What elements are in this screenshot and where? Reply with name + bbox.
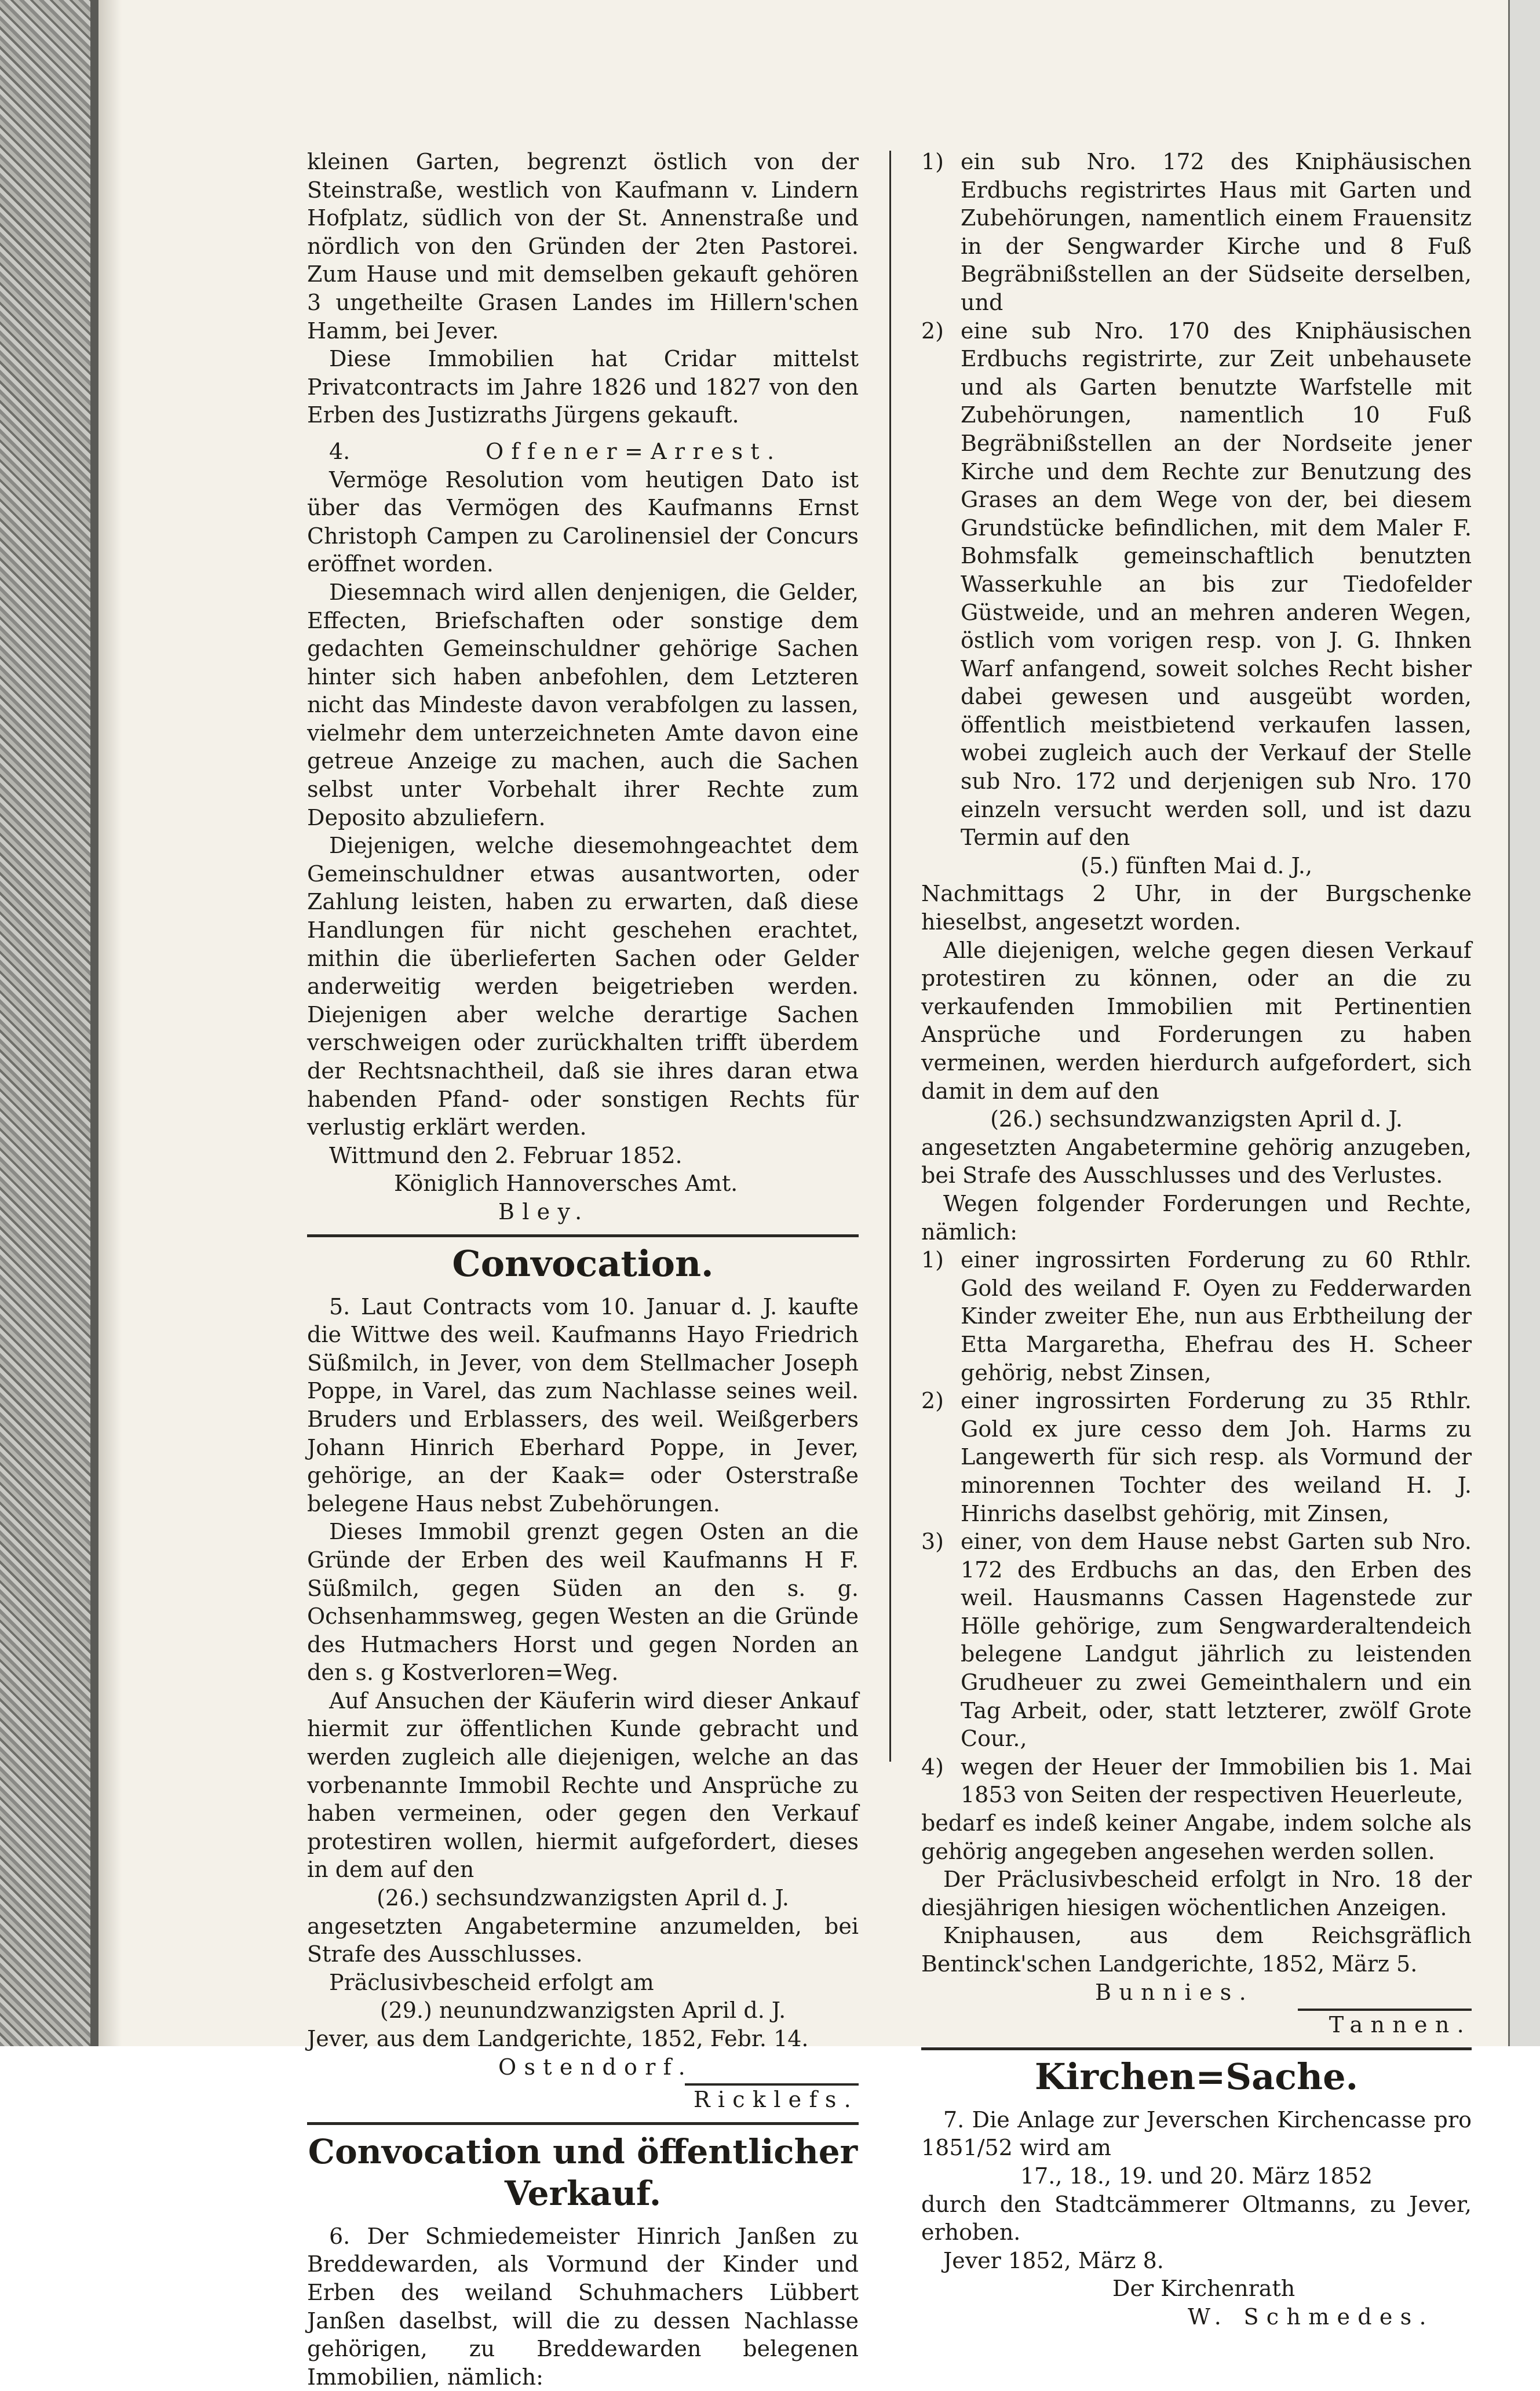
- claim-term-date: (26.) sechsundzwanzigsten April d. J.: [990, 1106, 1403, 1132]
- notice-5-paragraph-2: Dieses Immobil grenzt gegen Osten an die Gründe der Erben des weil Kaufmanns H F. Süßmilch, gegen Süden an den s. g. Ochsenhammsweg, gegen Westen an die Gründe des Hutmachers Horst und gegen Norden an den s. g Kostverloren=Weg.: [307, 1519, 859, 1686]
- claim-term-note: angesetzten Angabetermine gehörig anzugeben, bei Strafe des Ausschlusses und des Verlustes.: [921, 1134, 1472, 1189]
- church-matter-heading: Kirchen=Sache.: [1034, 2055, 1359, 2098]
- section-rule: [307, 1234, 859, 1237]
- item-text: ein sub Nro. 172 des Kniphäusischen Erdbuchs registrirtes Haus mit Garten und Zubehörungen, namentlich einem Frauensitz in der Sengwarder Kirche und 8 Fuß Begräbnißstellen an der Südseite derselben, und: [961, 149, 1472, 315]
- notice-5-paragraph-5: Präclusivbescheid erfolgt am: [329, 1969, 654, 1995]
- notice-7-council: Der Kirchenrath: [1112, 2276, 1296, 2302]
- property-item-2: [921, 317, 1472, 852]
- item-number: 1): [921, 1247, 944, 1273]
- claim-item-1: [921, 1246, 1472, 1387]
- claim-item-3: [921, 1528, 1472, 1753]
- item-text: einer, von dem Hause nebst Garten sub Nro. 172 des Erdbuchs an das, den Erben des weil. Hausmanns Cassen Hagenstede zur Hölle gehörige, zum Sengwarderaltendeich belegene Landgut jährlich zu leistenden Grudheuer zu zwei Gemeinthalern und ein Tag Arbeit, oder, statt letzterer, zwölf Grote Cour.,: [961, 1529, 1472, 1752]
- notice-4-paragraph-1: Vermöge Resolution vom heutigen Dato ist über das Vermögen des Kaufmanns Ernst Christoph Campen zu Carolinensiel der Concurs eröffnet worden.: [307, 466, 859, 577]
- property-purchase-note: Diese Immobilien hat Cridar mittelst Privatcontracts im Jahre 1826 und 1827 von den Erben des Justizraths Jürgens gekauft.: [307, 346, 859, 428]
- right-column: [921, 148, 1472, 2331]
- notice-5-paragraph-4: angesetzten Angabetermine anzumelden, bei Strafe des Ausschlusses.: [307, 1913, 859, 1967]
- notice-5-signature-2: Ricklefs.: [693, 2087, 859, 2113]
- item-text: wegen der Heuer der Immobilien bis 1. Mai 1853 von Seiten der respectiven Heuerleute,: [961, 1754, 1472, 1808]
- item-text: einer ingrossirten Forderung zu 35 Rthlr. Gold ex jure cesso dem Joh. Harms zu Langewerth für sich resp. als Vormund der minorennen Tochter des weiland H. J. Hinrichs daselbst gehörig, mit Zinsen,: [961, 1388, 1472, 1526]
- court-signature-1: Bunnies.: [1095, 1979, 1254, 2005]
- notice-7-dates: 17., 18., 19. und 20. März 1852: [1020, 2163, 1373, 2189]
- court-signature-2: Tannen.: [1329, 2012, 1472, 2038]
- column-divider: [889, 151, 891, 1762]
- notice-4-office: Königlich Hannoversches Amt.: [394, 1171, 738, 1197]
- notice-4-paragraph-2: Diesemnach wird allen denjenigen, die Gelder, Effecten, Briefschaften oder sonstige dem gedachten Gemeinschuldner gehörige Sachen hinter sich haben anbefohlen, dem Letzteren nicht das Mindeste davon verabfolgen zu lassen, vielmehr dem unterzeichneten Amte davon eine getreue Anzeige zu machen, auch die Sachen selbst unter Vorbehalt ihrer Rechte zum Deposito abzuliefern.: [307, 579, 859, 830]
- notice-4-title: Offener=Arrest.: [486, 438, 782, 464]
- notice-7-paragraph-1: 7. Die Anlage zur Jeverschen Kirchencasse pro 1851/52 wird am: [921, 2106, 1472, 2161]
- section-rule: [307, 2122, 859, 2125]
- claims-conclusion: bedarf es indeß keiner Angabe, indem solche als gehörig angegeben angesehen werden sollen.: [921, 1810, 1472, 1864]
- sale-term-time: Nachmittags 2 Uhr, in der Burgschenke hieselbst, angesetzt worden.: [921, 881, 1472, 935]
- notice-5-term-date: (26.) sechsundzwanzigsten April d. J.: [377, 1885, 789, 1911]
- notice-5-paragraph-1: 5. Laut Contracts vom 10. Januar d. J. kaufte die Wittwe des weil. Kaufmanns Hayo Friedrich Süßmilch, in Jever, von dem Stellmacher Joseph Poppe, in Varel, das zum Nachlasse seines weil. Bruders und Erblassers, des weil. Weißgerbers Johann Hinrich Eberhard Poppe, in Jever, gehörige, an der Kaak= oder Osterstraße belegene Haus nebst Zubehörungen.: [307, 1293, 859, 1517]
- item-number: 4): [921, 1754, 944, 1780]
- sale-term-date: (5.) fünften Mai d. J.,: [1080, 852, 1313, 879]
- notice-6-paragraph-1: 6. Der Schmiedemeister Hinrich Janßen zu Breddewarden, als Vormund der Kinder und Erben des weiland Schuhmachers Lübbert Janßen daselbst, will die zu dessen Nachlasse gehörigen, zu Breddewarden belegenen Immobilien, nämlich:: [307, 2223, 859, 2390]
- item-number: 2): [921, 318, 944, 344]
- objection-paragraph: Alle diejenigen, welche gegen diesen Verkauf protestiren zu können, oder an die zu verkaufenden Immobilien mit Pertinentien Ansprüche und Forderungen zu haben vermeinen, werden hierdurch aufgefordert, sich damit in dem auf den: [921, 937, 1472, 1104]
- section-rule: [921, 2047, 1472, 2050]
- item-text: eine sub Nro. 170 des Kniphäusischen Erdbuchs registrirte, zur Zeit unbehausete und als Garten benutzte Warfstelle mit Zubehörungen, namentlich 10 Fuß Begräbnißstellen an der Nordseite jener Kirche und dem Rechte zur Benutzung des Grases an dem Wege von der, bei diesem Grundstücke befindlichen, mit dem Maler F. Bohmsfalk gemeinschaftlich benutzten Wasserkuhle an bis zur Tiedofelder Güstweide, und an mehren anderen Wegen, östlich vom vorigen resp. von J. G. Ihnken Warf anfangend, soweit solches Recht bisher dabei gewesen und ausgeübt worden, öffentlich meistbietend verkaufen lassen, wobei zugleich auch der Verkauf der Stelle sub Nro. 172 und derjenigen sub Nro. 170 einzeln versucht werden soll, und ist dazu Termin auf den: [961, 318, 1472, 851]
- notice-7-paragraph-2: durch den Stadtcämmerer Oltmanns, zu Jever, erhoben.: [921, 2191, 1472, 2246]
- claim-item-2: [921, 1387, 1472, 1528]
- property-item-1: [921, 148, 1472, 317]
- notice-5-signature-1: Ostendorf.: [498, 2054, 694, 2080]
- item-text: einer ingrossirten Forderung zu 60 Rthlr. Gold des weiland F. Oyen zu Fedderwarden Kinder zweiter Ehe, nun aus Erbtheilung der Etta Margaretha, Ehefrau des H. Scheer gehörig, nebst Zinsen,: [961, 1247, 1472, 1386]
- notice-4-paragraph-3: Diejenigen, welche diesemohngeachtet dem Gemeinschuldner etwas ausantworten, oder Zahlung leisten, haben zu erwarten, daß diese Handlungen für nicht geschehen erachtet, mithin die überlieferten Sachen oder Gelder anderweitig werden beigetrieben werden. Diejenigen aber welche derartige Sachen verschweigen oder zurückhalten trifft überdem der Rechtsnachtheil, daß sie ihres daran etwa habenden Pfand- oder sonstigen Rechts für verlustig erklärt werden.: [307, 833, 859, 1140]
- item-number: 1): [921, 149, 944, 174]
- convocation-heading: Convocation.: [452, 1242, 714, 1285]
- item-number: 3): [921, 1529, 944, 1555]
- notice-5-paragraph-3: Auf Ansuchen der Käuferin wird dieser Ankauf hiermit zur öffentlichen Kunde gebracht und werden zugleich alle diejenigen, welche an das vorbenannte Immobil Rechte und Ansprüche zu haben vermeinen, oder gegen den Verkauf protestiren wollen, hiermit aufgefordert, dieses in dem auf den: [307, 1687, 859, 1883]
- book-binding-left: [0, 0, 98, 2046]
- notice-4-number: 4.: [329, 438, 351, 464]
- court-place-date: Kniphausen, aus dem Reichsgräflich Bentinck'schen Landgerichte, 1852, März 5.: [921, 1923, 1472, 1977]
- notice-7-place-date: Jever 1852, März 8.: [943, 2247, 1164, 2273]
- book-binding-right: [1508, 0, 1540, 2046]
- left-column: [307, 148, 859, 2391]
- notice-4-place-date: Wittmund den 2. Februar 1852.: [329, 1142, 683, 1168]
- preclusion-note: Der Präclusivbescheid erfolgt in Nro. 18 der diesjährigen hiesigen wöchentlichen Anzeigen.: [921, 1867, 1472, 1920]
- property-description: kleinen Garten, begrenzt östlich von der Steinstraße, westlich von Kaufmann v. Lindern Hofplatz, südlich von der St. Annenstraße und nördlich von den Gründen der 2ten Pastorei. Zum Hause und mit demselben gekauft gehören 3 ungetheilte Grasen Landes im Hillern'schen Hamm, bei Jever.: [307, 149, 859, 344]
- notice-4-header: [307, 438, 859, 466]
- notice-5-decision-date: (29.) neunundzwanzigsten April d. J.: [379, 1998, 786, 2024]
- notice-4-signature: Bley.: [498, 1198, 590, 1224]
- convocation-sale-heading: Convocation und öffentlicher Verkauf.: [308, 2131, 858, 2213]
- item-number: 2): [921, 1388, 944, 1414]
- claims-intro: Wegen folgender Forderungen und Rechte, nämlich:: [921, 1190, 1472, 1245]
- notice-7-signature: W. Schmedes.: [1188, 2303, 1434, 2330]
- notice-5-place-date: Jever, aus dem Landgerichte, 1852, Febr. 14.: [307, 2026, 809, 2051]
- claim-item-4: [921, 1753, 1472, 1809]
